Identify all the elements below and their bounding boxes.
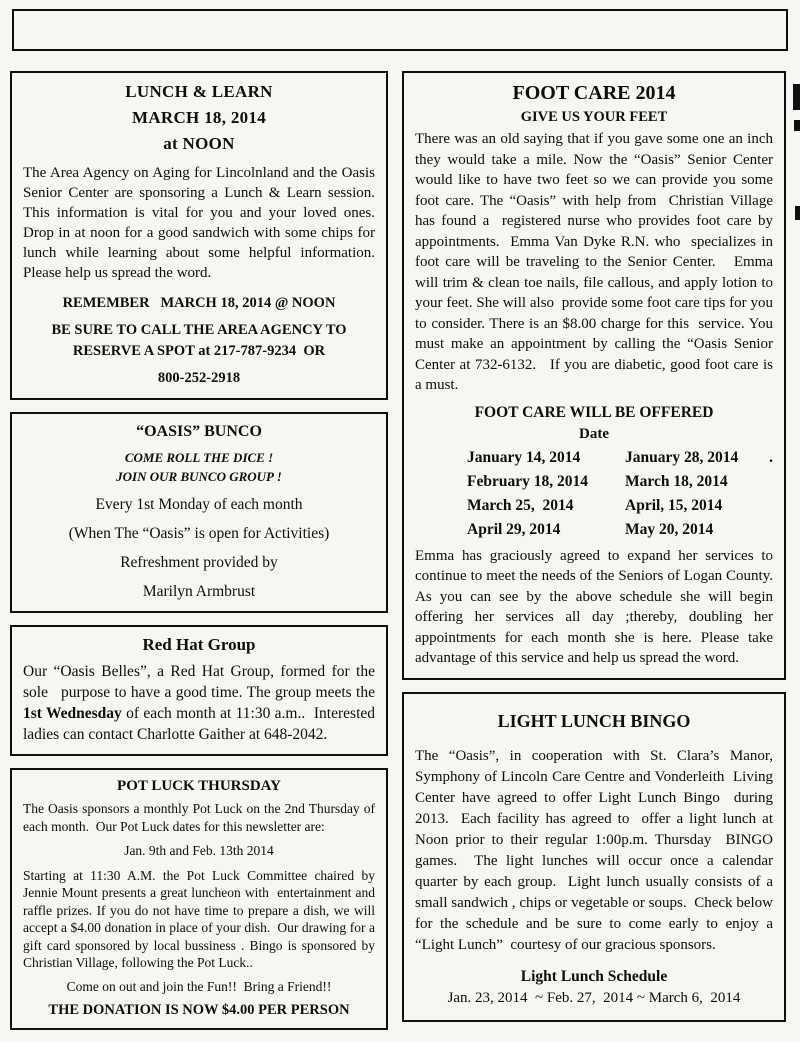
schedule-date: April 29, 2014 bbox=[467, 520, 561, 538]
light-lunch-schedule-heading: Light Lunch Schedule bbox=[520, 967, 668, 985]
pot-luck-body: Starting at 11:30 A.M. the Pot Luck Committee chaired by Jennie Mount presents a great luncheon with entertainment and raffle prizes. If you do not have time to prepare a dish, we will accept a $4.00 donation in place of your dish. Our drawing for a gift card sponsored by local bussiness . Bingo is sponsored by Christian Village, following the Pot Luck.. bbox=[23, 867, 375, 970]
scan-artifact bbox=[794, 120, 800, 131]
schedule-date: February 18, 2014 bbox=[467, 472, 588, 490]
schedule-note bbox=[757, 494, 773, 518]
pot-luck-dates: Jan. 9th and Feb. 13th 2014 bbox=[124, 843, 274, 858]
red-hat-body bbox=[23, 661, 375, 745]
schedule-note bbox=[757, 470, 773, 494]
scan-artifact bbox=[793, 84, 800, 110]
scan-artifact bbox=[736, 998, 796, 1011]
pot-luck-title: POT LUCK THURSDAY bbox=[117, 778, 281, 794]
foot-care-subtitle: GIVE US YOUR FEET bbox=[520, 109, 668, 125]
schedule-date: January 14, 2014 bbox=[467, 448, 581, 466]
pot-luck-donation: THE DONATION IS NOW $4.00 PER PERSON bbox=[48, 1001, 350, 1018]
section-light-lunch-bingo bbox=[402, 692, 786, 1022]
section-lunch-and-learn bbox=[10, 71, 388, 400]
foot-care-title: FOOT CARE 2014 bbox=[512, 82, 676, 104]
right-column bbox=[402, 71, 786, 1034]
lunch-learn-remember: REMEMBER MARCH 18, 2014 @ NOON bbox=[62, 295, 336, 311]
schedule-date: May 20, 2014 bbox=[625, 520, 714, 538]
foot-care-date-label: Date bbox=[579, 425, 609, 442]
schedule-row bbox=[415, 494, 773, 518]
light-lunch-title: LIGHT LUNCH BINGO bbox=[497, 710, 691, 731]
schedule-date: March 25, 2014 bbox=[467, 496, 574, 514]
bunco-condition: (When The “Oasis” is open for Activities) bbox=[68, 525, 330, 542]
pot-luck-intro: The Oasis sponsors a monthly Pot Luck on the 2nd Thursday of each month. Our Pot Luck dates for this newsletter are: bbox=[23, 801, 375, 834]
schedule-row bbox=[415, 518, 773, 542]
light-lunch-body: The “Oasis”, in cooperation with St. Clara’s Manor, Symphony of Lincoln Care Centre and Vonderleith Living Center have agreed to offer Light Lunch Bingo during 2013. Each facility has agreed to offer a light lunch at Noon prior to their regular 1:00p.m. Thursday BINGO games. The light lunches will occur once a calendar quarter by each group. Light lunch usually consists of a small sandwich , chips or vegetable or soups. Check below for the schedule and be sure to come early to enjoy a “Light Lunch” courtesy of our gracious sponsors. bbox=[415, 747, 773, 953]
schedule-date: March 18, 2014 bbox=[625, 472, 728, 490]
lunch-learn-phone: 800-252-2918 bbox=[157, 370, 241, 386]
red-hat-body-pre: Our “Oasis Belles”, a Red Hat Group, formed for the sole purpose to have a good time. The group meets the bbox=[23, 663, 375, 701]
bunco-refreshment: Refreshment provided by bbox=[120, 554, 278, 571]
lunch-learn-date: MARCH 18, 2014 bbox=[131, 108, 267, 127]
schedule-note bbox=[757, 518, 773, 542]
bunco-tagline-1: COME ROLL THE DICE ! bbox=[124, 450, 274, 465]
section-pot-luck-thursday bbox=[10, 768, 388, 1030]
bunco-host: Marilyn Armbrust bbox=[142, 583, 256, 600]
content-columns bbox=[10, 71, 790, 1042]
schedule-row bbox=[415, 446, 773, 470]
bunco-tagline-2: JOIN OUR BUNCO GROUP ! bbox=[116, 469, 282, 484]
lunch-learn-call-instruction: BE SURE TO CALL THE AREA AGENCY TO RESERVE A SPOT at 217-787-9234 OR bbox=[51, 322, 347, 359]
section-red-hat-group bbox=[10, 625, 388, 756]
foot-care-closing: Emma has graciously agreed to expand her services to continue to meet the needs of the Seniors of Logan County. As you can see by the above schedule she will begin offering her services all day ;thereby, doubling her appointments for each month she is here. Please take advantage of this service and help us spread the word. bbox=[415, 547, 773, 666]
schedule-note: . bbox=[769, 448, 773, 466]
pot-luck-invite: Come on out and join the Fun!! Bring a Friend!! bbox=[66, 978, 332, 994]
lunch-learn-time: at NOON bbox=[163, 134, 235, 153]
bunco-when: Every 1st Monday of each month bbox=[95, 496, 303, 513]
section-bunco bbox=[10, 412, 388, 613]
foot-care-body: There was an old saying that if you gave some one an inch they would take a mile. Now the “Oasis” Senior Center would like to have two feet so we can provide you some foot care. The “Oasis” with help from Christian Village has found a registered nurse who provides foot care by appointments. Emma Van Dyke R.N. who specializes in foot care will be traveling to the Senior Center. Emma will trim & clean toe nails, file callous, and apply lotion to your feet. She will also provide some foot care tips for you to consider. There is an $8.00 charge for this service. You must make an appointment by calling the “Oasis Senior Center at 732-6132. If you are diabetic, good foot care is a must. bbox=[415, 131, 773, 393]
schedule-date: January 28, 2014 bbox=[625, 448, 739, 466]
scan-artifact bbox=[795, 206, 800, 220]
left-column bbox=[10, 71, 388, 1042]
scan-artifact bbox=[736, 968, 796, 981]
red-hat-body-bold: 1st Wednesday bbox=[23, 705, 122, 722]
red-hat-title: Red Hat Group bbox=[142, 635, 256, 654]
lunch-learn-title: LUNCH & LEARN bbox=[125, 82, 273, 101]
light-lunch-schedule-dates: Jan. 23, 2014 ~ Feb. 27, 2014 ~ March 6, 2014 bbox=[447, 989, 741, 1006]
bunco-title: “OASIS” BUNCO bbox=[136, 423, 262, 440]
lunch-learn-body: The Area Agency on Aging for Lincolnland and the Oasis Senior Center are sponsoring a Lunch & Learn session. This information is vital for you and your loved ones. Drop in at noon for a good sandwich with some chips for lunch while learning about some helpful information. Please help us spread the word. bbox=[23, 165, 375, 281]
red-hat-body-post: of each month at 11:30 a.m.. Interested ladies can contact Charlotte Gaither at 648-2042. bbox=[23, 705, 376, 743]
section-foot-care bbox=[402, 71, 786, 680]
foot-care-schedule bbox=[415, 446, 773, 542]
schedule-date: April, 15, 2014 bbox=[625, 496, 723, 514]
schedule-row bbox=[415, 470, 773, 494]
foot-care-offered-heading: FOOT CARE WILL BE OFFERED bbox=[474, 403, 714, 421]
header-box bbox=[12, 9, 788, 51]
